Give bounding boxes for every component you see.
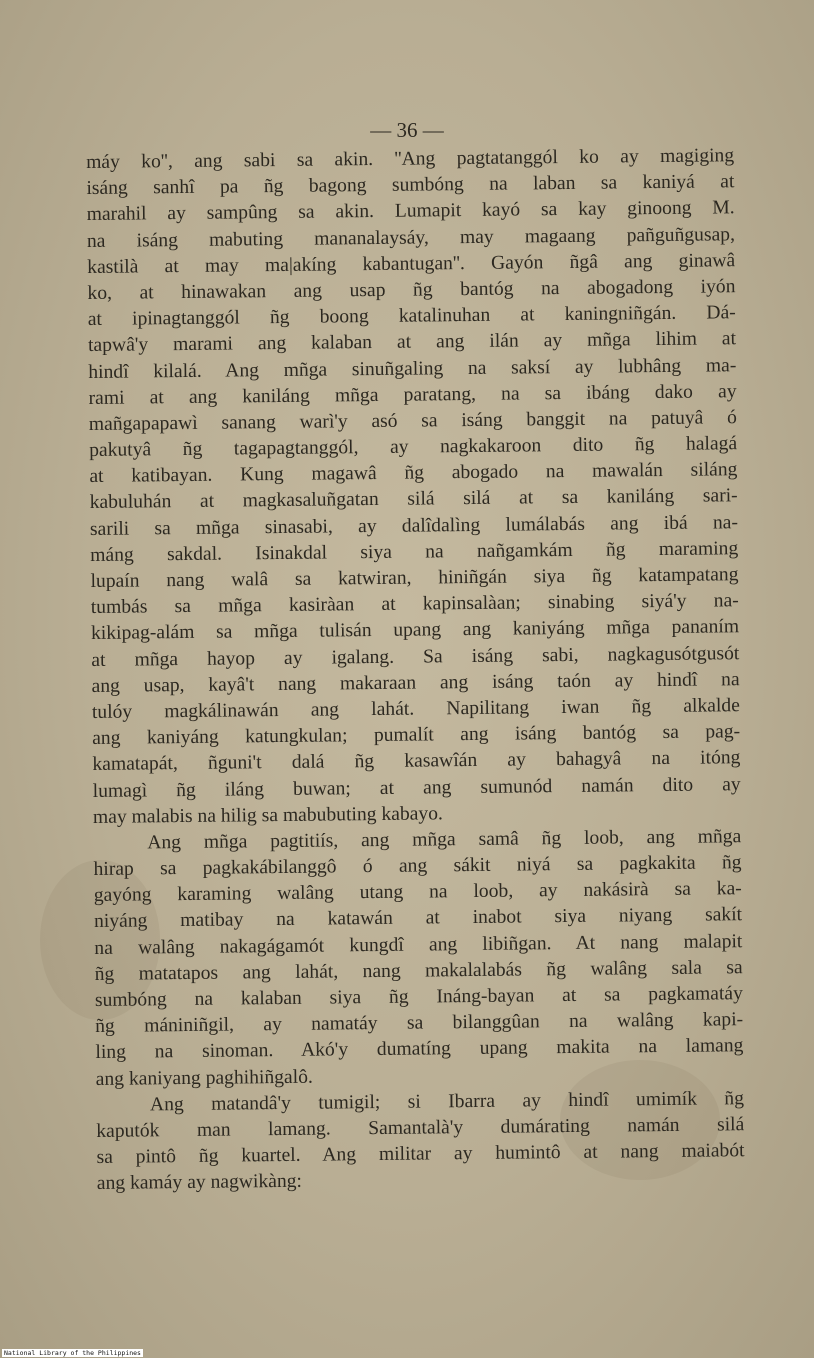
text-line: niyáng matibay na katawán at inabot siya niyang sakít <box>93 904 743 933</box>
text-line: ñg matatapos ang lahát, nang makalalabás ñg walâng sala sa <box>94 956 743 985</box>
text-line: hirap sa pagkakábilanggô ó ang sákit niyá sa pagkakita ñg <box>93 852 742 881</box>
text-line: na walâng nakagágamót kungdî ang libiñgan. At nang malapit <box>94 930 743 959</box>
text-line: kaputók man lamang. Samantalà'y dumárating namán silá <box>96 1114 745 1142</box>
text-line: tumbás sa mñga kasiràan at kapinsalàan; sinabing siyá'y na- <box>90 590 739 619</box>
text-line: kamatapát, ñguni't dalá ñg kasawîán ay bahagyâ na itóng <box>92 747 741 776</box>
text-line: gayóng karaming walâng utang na loob, ay nakásirà sa ka- <box>93 878 742 907</box>
text-line: isáng sanhî pa ñg bagong sumbóng na laban sa kaniyá at <box>86 171 735 200</box>
text-line: tulóy magkálinawán ang lahát. Napilitang iwan ñg alkalde <box>91 695 740 723</box>
page-number: — 36 — <box>370 118 444 142</box>
text-line: mañgapapawì sanang warì'y asó sa isáng banggit na patuyâ ó <box>88 407 737 435</box>
text-line: ling na sinoman. Akó'y dumatíng upang makita na lamang <box>95 1035 744 1064</box>
text-line: ang kaniyáng katungkulan; pumalít ang isáng bantóg sa pag- <box>92 721 741 750</box>
text-line: lupaín nang walâ sa katwiran, hiniñgán siya ñg katampatang <box>90 564 739 592</box>
text-line: may malabis na hilig sa mabubuting kabayo. <box>92 802 443 828</box>
text-line: ang kaniyang paghihiñgalô. <box>95 1066 313 1090</box>
text-line: at mñga hayop ay igalang. Sa isáng sabi, nagkagusótgusót <box>91 642 740 671</box>
text-line: kabuluhán at magkasaluñgatan silá silá at sa kaniláng sari- <box>89 485 738 514</box>
text-line: sumbóng na kalaban siya ñg Ináng-bayan at sa pagkamatáy <box>94 983 743 1011</box>
text-line: tapwâ'y marami ang kalaban at ang ilán ay mñga lihim at <box>87 328 737 357</box>
text-line: ang usap, kayâ't nang makaraan ang isáng taón ay hindî na <box>91 668 740 697</box>
text-line: hindî kilalá. Ang mñga sinuñgaling na saksí ay lubhâng ma- <box>88 354 737 383</box>
text-line: kikipag-alám sa mñga tulisán upang ang kaniyáng mñga pananím <box>90 616 740 645</box>
text-line: kastilà at may ma|akíng kabantugan''. Gayón ñgâ ang ginawâ <box>87 249 736 278</box>
text-line: ko, at hinawakan ang usap ñg bantóg na abogadong iyón <box>87 276 736 304</box>
text-line: rami at ang kaniláng mñga paratang, na sa ibáng dako ay <box>88 380 737 409</box>
text-line: at ipinagtanggól ñg boong katalinuhan at kaningniñgán. Dá- <box>87 302 736 331</box>
text-line: Ang mñga pagtitiís, ang mñga samâ ñg loob, ang mñga <box>147 826 742 854</box>
text-line: Ang matandâ'y tumigil; si Ibarra ay hindî umimík ñg <box>149 1087 745 1116</box>
text-line: máy ko'', ang sabi sa akin. ''Ang pagtatanggól ko ay magiging <box>86 145 735 173</box>
library-footer: National Library of the Philippines <box>4 1349 141 1357</box>
body-text <box>86 143 745 1197</box>
text-line: sarili sa mñga sinasabi, ay dalîdalìng lumálabás ang ibá na- <box>89 511 739 540</box>
text-line: marahil ay sampûng sa akin. Lumapit kayó sa kay ginoong M. <box>86 197 735 226</box>
text-line: ñg mániniñgil, ay namatáy sa bilanggûan na walâng kapi- <box>95 1009 744 1038</box>
text-line: sa pintô ñg kuartel. Ang militar ay humintô at nang maiabót <box>96 1140 745 1169</box>
text-line: at katibayan. Kung magawâ ñg abogado na mawalán siláng <box>89 459 738 488</box>
text-line: máng sakdal. Isinakdal siya na nañgamkám ñg maraming <box>90 538 739 566</box>
text-line: lumagì ñg iláng buwan; at ang sumunód namán dito ay <box>92 773 741 802</box>
text-line: pakutyâ ñg tagapagtanggól, ay nagkakaroon dito ñg halagá <box>89 433 738 462</box>
text-line: ang kamáy ay nagwikàng: <box>96 1171 303 1195</box>
text-line: na isáng mabuting mananalaysáy, may magaang pañguñgusap, <box>86 223 736 252</box>
